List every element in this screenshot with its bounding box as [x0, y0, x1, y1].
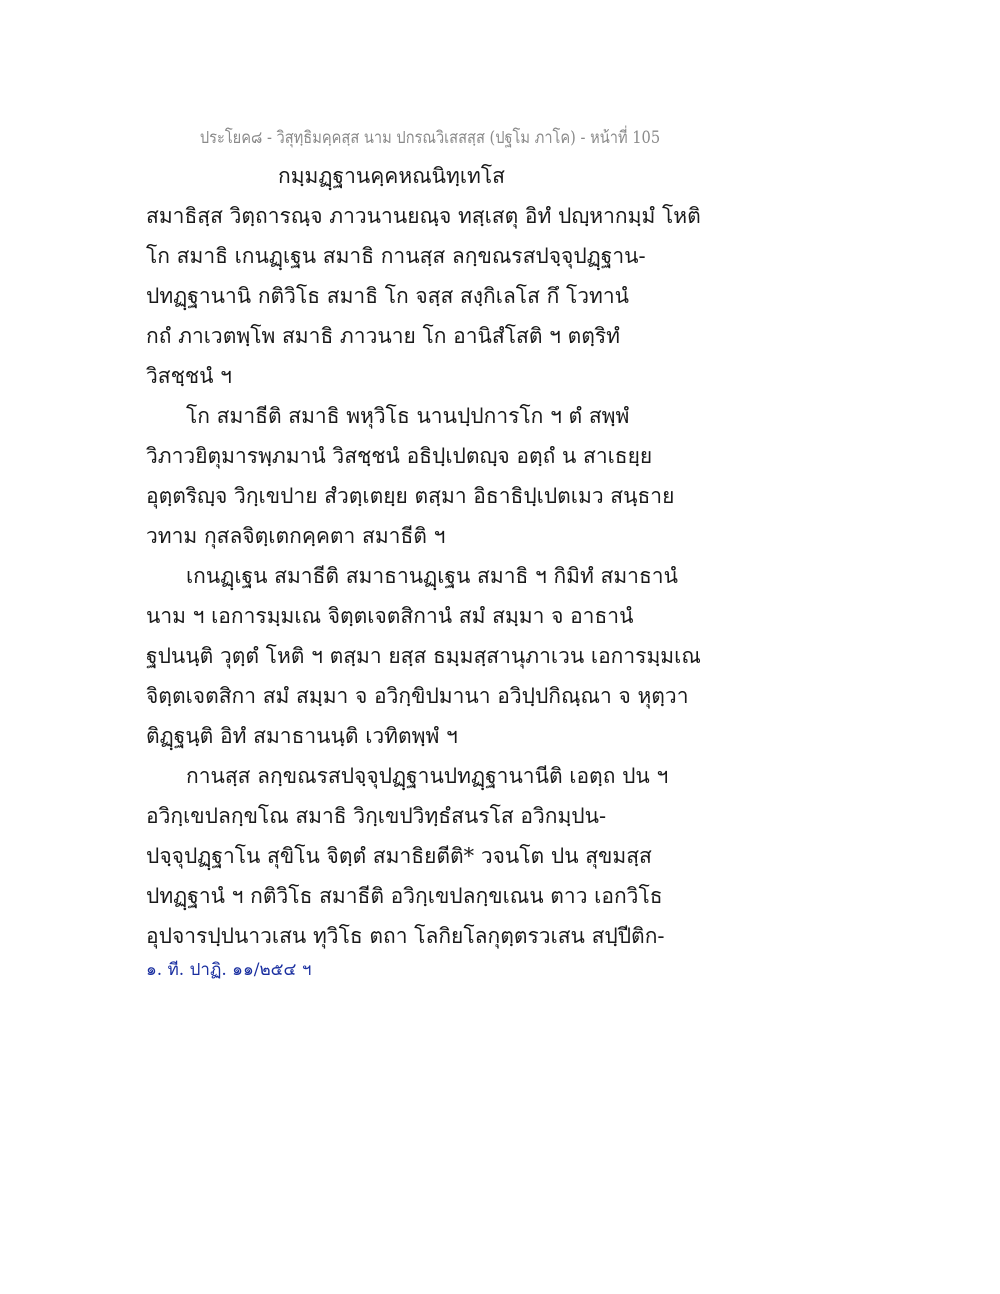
- text-line: สมาธิสฺส วิตฺถารณฺจ ภาวนานยณฺจ ทสฺเสตุ อิทํ ปญฺหากมฺมํ โหติ: [146, 204, 701, 228]
- text-line: วทาม กุสลจิตฺเตกคฺคตา สมาธีติ ฯ: [146, 524, 446, 548]
- text-line: ติฏฺฐนฺติ อิทํ สมาธานนฺติ เวทิตพฺพํ ฯ: [146, 724, 458, 748]
- text-line: อุตฺตริญฺจ วิกฺเขปาย สํวตฺเตยฺย ตสฺมา อิธาธิปฺเปตเมว สนฺธาย: [146, 484, 675, 508]
- text-line: อุปจารปฺปนาวเสน ทุวิโธ ตถา โลกิยโลกุตฺตรวเสน สปฺปีติก-: [146, 924, 665, 948]
- text-line: จิตฺตเจตสิกา สมํ สมฺมา จ อวิกฺขิปมานา อวิปฺปกิณฺณา จ หุตฺวา: [146, 684, 689, 708]
- text-line: ปทฏฺฐานานิ กติวิโธ สมาธิ โก จสฺส สงฺกิเลโส กึ โวทานํ: [146, 284, 630, 308]
- paragraph-start-line: เกนฏฺเฐน สมาธีติ สมาธานฏฺเฐน สมาธิ ฯ กิมิทํ สมาธานํ: [186, 564, 678, 588]
- text-line: วิสชฺชนํ ฯ: [146, 364, 232, 388]
- text-line: อวิกฺเขปลกฺขโณ สมาธิ วิกฺเขปวิทฺธํสนรโส อวิกมฺปน-: [146, 804, 607, 828]
- text-line: ปทฏฺฐานํ ฯ กติวิโธ สมาธีติ อวิกฺเขปลกฺขเณน ตาว เอกวิโธ: [146, 884, 663, 908]
- text-line: ฐปนนฺติ วุตฺตํ โหติ ฯ ตสฺมา ยสฺส ธมฺมสฺสานุภาเวน เอการมฺมเณ: [146, 644, 701, 668]
- text-line: โก สมาธิ เกนฏฺเฐน สมาธิ กานสฺส ลกฺขณรสปจฺจุปฏฺฐาน-: [146, 244, 646, 268]
- text-line: ปจฺจุปฏฺฐาโน สุขิโน จิตฺตํ สมาธิยตีติ* วจนโต ปน สุขมสฺส: [146, 844, 652, 868]
- running-header: ประโยค๘ - วิสุทฺธิมคฺคสฺส นาม ปกรณวิเสสสฺส (ปฐโม ภาโค) - หน้าที่ 105: [199, 128, 661, 148]
- text-line: วิภาวยิตุมารพฺภมานํ วิสชฺชนํ อธิปฺเปตญฺจ อตฺถํ น สาเธยฺย: [146, 444, 653, 468]
- section-title: กมฺมฏฺฐานคฺคหณนิทฺเทโส: [278, 164, 505, 188]
- footnote: ๑. ที. ปาฏิ. ๑๑/๒๕๔ ฯ: [146, 960, 312, 980]
- paragraph-start-line: กานสฺส ลกฺขณรสปจฺจุปฏฺฐานปทฏฺฐานานีติ เอตฺถ ปน ฯ: [186, 764, 669, 788]
- text-line: กถํ ภาเวตพฺโพ สมาธิ ภาวนาย โก อานิสํโสติ ฯ ตตฺริทํ: [146, 324, 621, 348]
- paragraph-start-line: โก สมาธีติ สมาธิ พหุวิโธ นานปฺปการโก ฯ ตํ สพฺพํ: [186, 404, 630, 428]
- text-line: นาม ฯ เอการมฺมเณ จิตฺตเจตสิกานํ สมํ สมฺมา จ อาธานํ: [146, 604, 634, 628]
